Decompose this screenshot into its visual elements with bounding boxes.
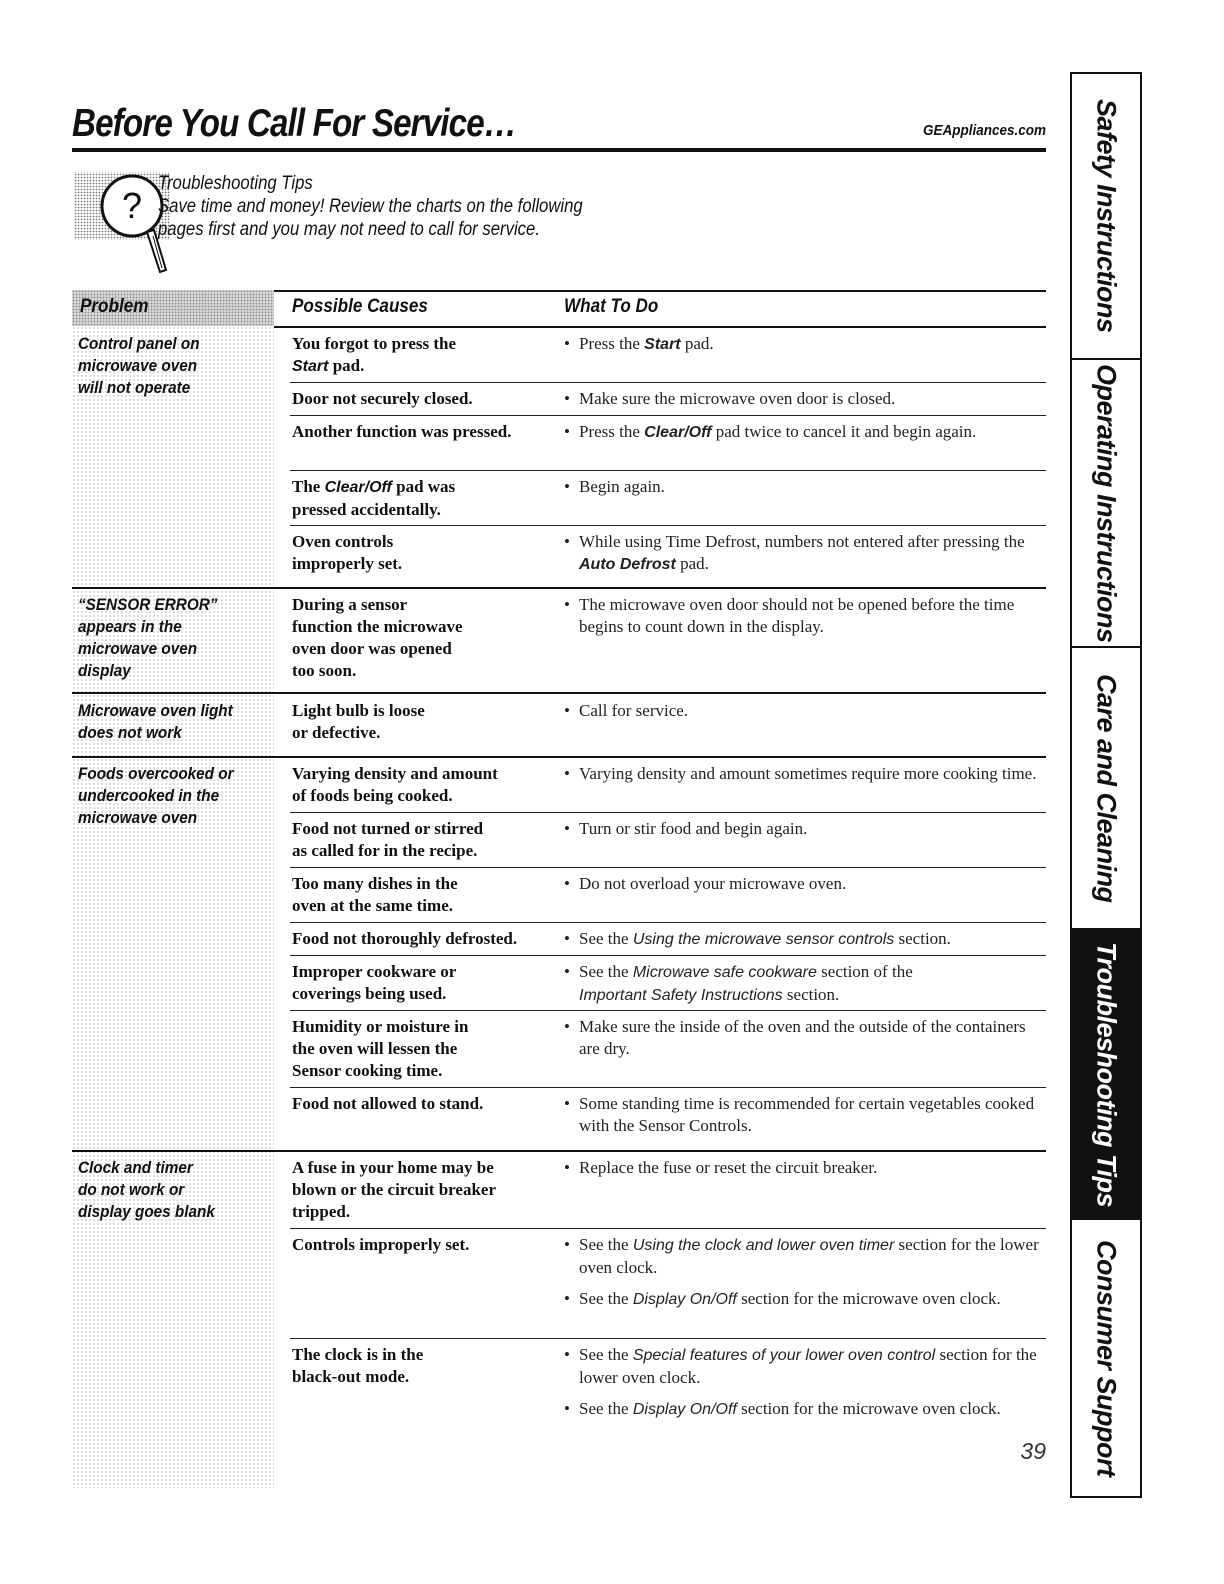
todo-text <box>564 1157 1044 1179</box>
todo-fragment: See the <box>579 1345 633 1364</box>
todo-fragment: Press the <box>579 422 645 441</box>
cause-text <box>292 333 456 378</box>
bullet: • <box>564 1158 570 1177</box>
cause-line: Food not turned or stirred <box>292 819 484 838</box>
todo-fragment: Press the <box>579 334 645 353</box>
tab-label: Operating Instructions <box>1091 363 1122 643</box>
problem-line: “SENSOR ERROR” <box>78 595 218 614</box>
todo-fragment: Make sure the microwave oven door is closed. <box>579 389 896 408</box>
problem-line: Foods overcooked or <box>78 764 234 783</box>
todo-fragment: section for the microwave oven clock. <box>736 1399 1001 1418</box>
cause-line: as called for in the recipe. <box>292 841 478 860</box>
todo-fragment: pad. <box>675 554 709 573</box>
problem-line: undercooked in the <box>78 786 220 805</box>
cause-line: Too many dishes in the <box>292 874 458 893</box>
bullet: • <box>564 477 570 496</box>
row-divider <box>72 587 1046 589</box>
bullet: • <box>564 532 570 551</box>
cause-line: function the microwave <box>292 617 463 636</box>
bullet: • <box>564 1235 570 1254</box>
tips-line: pages first and you may not need to call for service. <box>158 219 540 240</box>
problem-control-panel <box>78 333 200 399</box>
website-label: GEAppliances.com <box>922 122 1046 139</box>
todo-fragment: Call for service. <box>579 701 689 720</box>
todo-text <box>564 388 1044 410</box>
header-bottom-rule <box>274 326 1046 328</box>
cause-line: blown or the circuit breaker <box>292 1180 496 1199</box>
cause-divider <box>290 867 1046 868</box>
bullet: • <box>564 929 570 948</box>
section-reference: Microwave safe cookware <box>632 964 817 981</box>
cause-divider <box>290 470 1046 471</box>
todo-fragment: See the <box>579 929 633 948</box>
cause-text <box>292 961 456 1005</box>
cause-text: Another function was pressed. <box>292 422 512 441</box>
start-pad-label: Start <box>292 358 329 375</box>
tab-label: Consumer Support <box>1091 1239 1122 1477</box>
tab-safety-instructions[interactable] <box>1072 74 1140 360</box>
problem-line: do not work or <box>78 1180 185 1199</box>
problem-line: will not operate <box>78 378 191 397</box>
todo-text <box>564 961 1044 1007</box>
todo-fragment: Some standing time is recommended for certain vegetables cooked with the Sensor Controls. <box>579 1094 1035 1135</box>
cause-text <box>292 873 458 917</box>
cause-text <box>292 1016 468 1082</box>
cause-fragment: The <box>292 477 325 496</box>
cause-line: You forgot to press the <box>292 334 457 353</box>
section-sidebar <box>1070 72 1142 1498</box>
todo-text <box>564 1093 1044 1137</box>
tab-label: Care and Cleaning <box>1091 673 1122 903</box>
todo-fragment: See the <box>579 1399 633 1418</box>
todo-text <box>564 1398 1044 1421</box>
cause-divider <box>290 922 1046 923</box>
todo-fragment: The microwave oven door should not be opened before the time begins to count down in the display. <box>579 595 1015 636</box>
cause-text: Food not thoroughly defrosted. <box>292 929 518 948</box>
tab-label: Troubleshooting Tips <box>1091 941 1122 1207</box>
todo-fragment: section for the microwave oven clock. <box>736 1289 1001 1308</box>
section-reference: Display On/Off <box>632 1401 737 1418</box>
bullet: • <box>564 1345 570 1364</box>
cause-line: of foods being cooked. <box>292 786 453 805</box>
cause-line: oven at the same time. <box>292 896 453 915</box>
todo-column-header: What To Do <box>564 296 659 317</box>
todo-fragment: pad. <box>680 334 714 353</box>
todo-fragment: See the <box>579 962 633 981</box>
todo-text <box>564 873 1044 895</box>
cause-divider <box>290 415 1046 416</box>
page-title: Before You Call For Service… <box>72 102 517 145</box>
cause-divider <box>290 382 1046 383</box>
tips-title: Troubleshooting Tips <box>158 173 313 194</box>
todo-text <box>564 818 1044 840</box>
problem-line: Control panel on <box>78 334 200 353</box>
todo-fragment: Replace the fuse or reset the circuit breaker. <box>579 1158 878 1177</box>
todo-fragment: pad twice to cancel it and begin again. <box>711 422 977 441</box>
section-reference: Display On/Off <box>632 1291 737 1308</box>
problem-sensor-error <box>78 594 217 682</box>
todo-text <box>564 1016 1044 1060</box>
todo-text <box>564 421 1044 444</box>
bullet: • <box>564 422 570 441</box>
todo-fragment: Varying density and amount sometimes require more cooking time. <box>579 764 1037 783</box>
cause-line: A fuse in your home may be <box>292 1158 494 1177</box>
start-pad-label: Start <box>644 336 681 353</box>
clear-off-pad-label: Clear/Off <box>644 424 712 441</box>
cause-line: oven door was opened <box>292 639 452 658</box>
problem-line: microwave oven <box>78 639 198 658</box>
bullet: • <box>564 1094 570 1113</box>
todo-text <box>564 476 1044 498</box>
bullet: • <box>564 701 570 720</box>
section-reference: Using the clock and lower oven timer <box>632 1237 895 1254</box>
bullet: • <box>564 1017 570 1036</box>
clear-off-pad-label: Clear/Off <box>324 479 392 496</box>
todo-fragment: Do not overload your microwave oven. <box>579 874 847 893</box>
problem-oven-light <box>78 700 233 744</box>
problem-header-cell <box>72 290 274 326</box>
cause-divider <box>290 812 1046 813</box>
header-top-rule <box>274 290 1046 292</box>
todo-fragment: Turn or stir food and begin again. <box>579 819 808 838</box>
todo-fragment: section for the lower oven clock. <box>579 1345 1037 1387</box>
todo-fragment: section for the lower oven clock. <box>579 1235 1039 1277</box>
problem-line: microwave oven <box>78 356 198 375</box>
cause-line: Humidity or moisture in <box>292 1017 469 1036</box>
cause-text <box>292 1157 496 1223</box>
cause-text <box>292 763 498 807</box>
cause-line: The clock is in the <box>292 1345 424 1364</box>
cause-text: Controls improperly set. <box>292 1235 470 1254</box>
problem-overcooked <box>78 763 234 829</box>
cause-text: Food not allowed to stand. <box>292 1094 484 1113</box>
cause-line: Light bulb is loose <box>292 701 425 720</box>
problem-clock-timer <box>78 1157 215 1223</box>
todo-text <box>564 1288 1044 1311</box>
svg-text:?: ? <box>121 185 143 226</box>
bullet: • <box>564 1289 570 1308</box>
todo-text <box>564 594 1044 638</box>
page-number: 39 <box>1020 1438 1046 1464</box>
section-reference: Special features of your lower oven control <box>632 1347 936 1364</box>
tips-line: Save time and money! Review the charts on the following <box>158 196 583 217</box>
cause-line: Sensor cooking time. <box>292 1061 443 1080</box>
tab-operating-instructions[interactable] <box>1072 360 1140 648</box>
cause-line: Improper cookware or <box>292 962 457 981</box>
tab-label: Safety Instructions <box>1091 99 1122 333</box>
section-reference: Using the microwave sensor controls <box>632 931 895 948</box>
problem-column-background <box>72 290 274 1488</box>
problem-line: appears in the <box>78 617 182 636</box>
cause-fragment: pad was <box>391 477 456 496</box>
bullet: • <box>564 334 570 353</box>
todo-text <box>564 700 1044 722</box>
cause-fragment: pad. <box>328 356 365 375</box>
todo-text <box>564 1344 1044 1389</box>
cause-line <box>292 476 455 499</box>
bullet: • <box>564 595 570 614</box>
cause-line: Varying density and amount <box>292 764 498 783</box>
cause-text <box>292 476 455 521</box>
bullet: • <box>564 962 570 981</box>
row-divider <box>72 756 1046 758</box>
todo-text <box>564 763 1044 785</box>
cause-text <box>292 531 402 575</box>
problem-line: Microwave oven light <box>78 701 233 720</box>
todo-fragment: Begin again. <box>579 477 665 496</box>
cause-divider <box>290 1228 1046 1229</box>
cause-line <box>292 355 456 378</box>
title-divider <box>72 148 1046 152</box>
todo-text <box>564 1234 1044 1279</box>
cause-line: pressed accidentally. <box>292 500 441 519</box>
todo-fragment: section. <box>894 929 951 948</box>
problem-column-header: Problem <box>80 296 149 317</box>
troubleshooting-tips <box>158 172 583 241</box>
problem-line: display <box>78 661 131 680</box>
problem-line: does not work <box>78 723 182 742</box>
todo-fragment: section. <box>782 985 840 1004</box>
cause-text: Door not securely closed. <box>292 389 473 408</box>
bullet: • <box>564 1399 570 1418</box>
todo-fragment: section of the <box>816 962 913 981</box>
cause-divider <box>290 1338 1046 1339</box>
cause-text <box>292 700 425 744</box>
cause-divider <box>290 955 1046 956</box>
cause-divider <box>290 1087 1046 1088</box>
cause-line: During a sensor <box>292 595 408 614</box>
problem-line: microwave oven <box>78 808 198 827</box>
todo-fragment: See the <box>579 1289 633 1308</box>
cause-text <box>292 818 483 862</box>
bullet: • <box>564 819 570 838</box>
todo-text <box>564 333 1044 356</box>
row-divider <box>72 692 1046 694</box>
cause-line: improperly set. <box>292 554 403 573</box>
bullet: • <box>564 764 570 783</box>
bullet: • <box>564 874 570 893</box>
todo-fragment: See the <box>579 1235 633 1254</box>
cause-line: or defective. <box>292 723 381 742</box>
cause-divider <box>290 1010 1046 1011</box>
cause-line: too soon. <box>292 661 357 680</box>
cause-line: black-out mode. <box>292 1367 410 1386</box>
bullet: • <box>564 389 570 408</box>
section-reference: Important Safety Instructions <box>579 987 783 1004</box>
todo-fragment: While using Time Defrost, numbers not entered after pressing the <box>579 532 1025 551</box>
cause-text <box>292 1344 423 1388</box>
todo-text <box>564 531 1044 576</box>
tab-consumer-support[interactable] <box>1072 1220 1140 1496</box>
cause-line: coverings being used. <box>292 984 447 1003</box>
cause-line: Oven controls <box>292 532 394 551</box>
cause-divider <box>290 525 1046 526</box>
cause-line: tripped. <box>292 1202 351 1221</box>
cause-text <box>292 594 463 682</box>
problem-line: Clock and timer <box>78 1158 193 1177</box>
row-divider <box>72 1150 1046 1152</box>
todo-fragment: Make sure the inside of the oven and the outside of the containers are dry. <box>579 1017 1026 1058</box>
todo-text <box>564 928 1044 951</box>
tab-troubleshooting-tips[interactable] <box>1072 930 1140 1220</box>
causes-column-header: Possible Causes <box>292 296 428 317</box>
tab-care-and-cleaning[interactable] <box>1072 648 1140 930</box>
auto-defrost-pad-label: Auto Defrost <box>579 556 676 573</box>
problem-line: display goes blank <box>78 1202 215 1221</box>
cause-line: the oven will lessen the <box>292 1039 458 1058</box>
